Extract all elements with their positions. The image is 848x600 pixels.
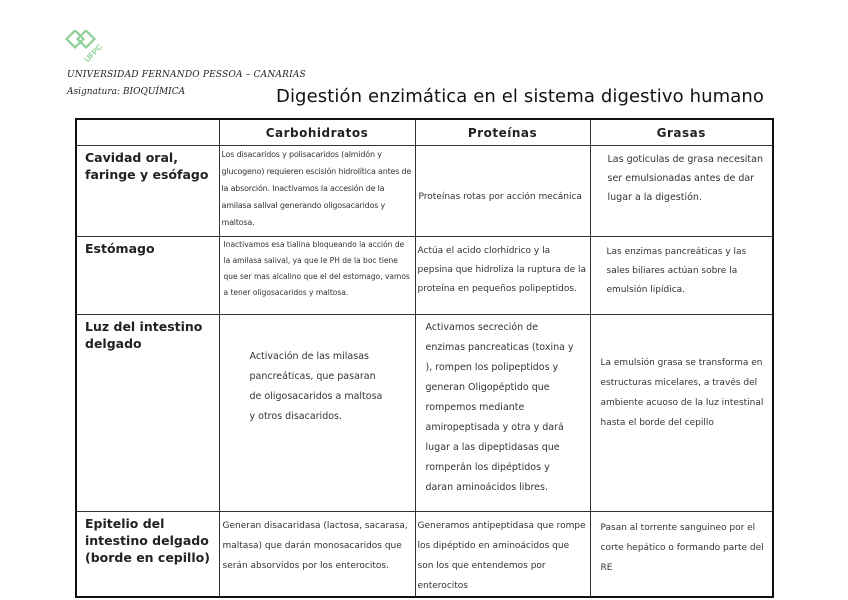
table-row	[76, 512, 773, 598]
cell-carbohidratos: Generan disacaridasa (lactosa, sacarasa, maltasa) que darán monosacaridos que serán absorvidos por los enterocitos.	[219, 512, 415, 598]
column-header-empty	[76, 119, 219, 146]
table-row	[76, 237, 773, 315]
cell-grasas: Las goticulas de grasa necesitan ser emulsionadas antes de dar lugar a la digestión.	[590, 146, 773, 237]
column-header-carbohidratos: Carbohidratos	[219, 119, 415, 146]
university-name: UNIVERSIDAD FERNANDO PESSOA – CANARIAS	[67, 70, 306, 80]
logo-text: UFPC	[82, 42, 105, 65]
cell-proteinas: Generamos antipeptidasa que rompe los dipéptido en aminoácidos que son los que entendemos por enterocitos	[415, 512, 590, 598]
cell-carbohidratos: Activación de las milasas pancreáticas, que pasaran de oligosacaridos a maltosa y otros disacaridos.	[219, 315, 415, 512]
digestion-table	[75, 118, 774, 598]
cell-proteinas: Actúa el acido clorhidrico y la pepsina que hidroliza la ruptura de la proteína en pequeños polipeptidos.	[415, 237, 590, 315]
row-label: Luz del intestino delgado	[76, 315, 219, 512]
cell-grasas: La emulsión grasa se transforma en estructuras micelares, a través del ambiente acuoso de la luz intestinal hasta el borde del cepillo	[590, 315, 773, 512]
column-header-proteinas: Proteínas	[415, 119, 590, 146]
university-logo	[64, 30, 110, 66]
cell-carbohidratos: Los disacaridos y polisacaridos (almidón y glucogeno) requieren escisión hidrolítica antes de la absorción. Inactivamos la accesión de la amilasa salival generando oligosacaridos y maltosa.	[219, 146, 415, 237]
row-label: Cavidad oral, faringe y esófago	[76, 146, 219, 237]
cell-proteinas: Proteínas rotas por acción mecánica	[415, 146, 590, 237]
page-title: Digestión enzimática en el sistema digestivo humano	[276, 86, 764, 107]
table-row	[76, 146, 773, 237]
cell-carbohidratos: Inactivamos esa tialina bloqueando la acción de la amilasa salival, ya que le PH de la boc tiene que ser mas alcalino que el del estomago, vamos a tener oligosacaridos y maltosa.	[219, 237, 415, 315]
row-label: Estómago	[76, 237, 219, 315]
cell-proteinas: Activamos secreción de enzimas pancreaticas (toxina y ), rompen los polipeptidos y generan Oligopéptido que rompemos mediante amiropeptisada y otra y dará lugar a las dipeptidasas que romperán los dipéptidos y daran aminoácidos libres.	[415, 315, 590, 512]
table-row	[76, 315, 773, 512]
table-header-row	[76, 119, 773, 146]
row-label: Epitelio del intestino delgado (borde en cepillo)	[76, 512, 219, 598]
cell-grasas: Las enzimas pancreáticas y las sales biliares actúan sobre la emulsión lipídica.	[590, 237, 773, 315]
column-header-grasas: Grasas	[590, 119, 773, 146]
subject-label: Asignatura: BIOQUÍMICA	[67, 87, 186, 97]
cell-grasas: Pasan al torrente sanguineo por el corte hepático o formando parte del RE	[590, 512, 773, 598]
